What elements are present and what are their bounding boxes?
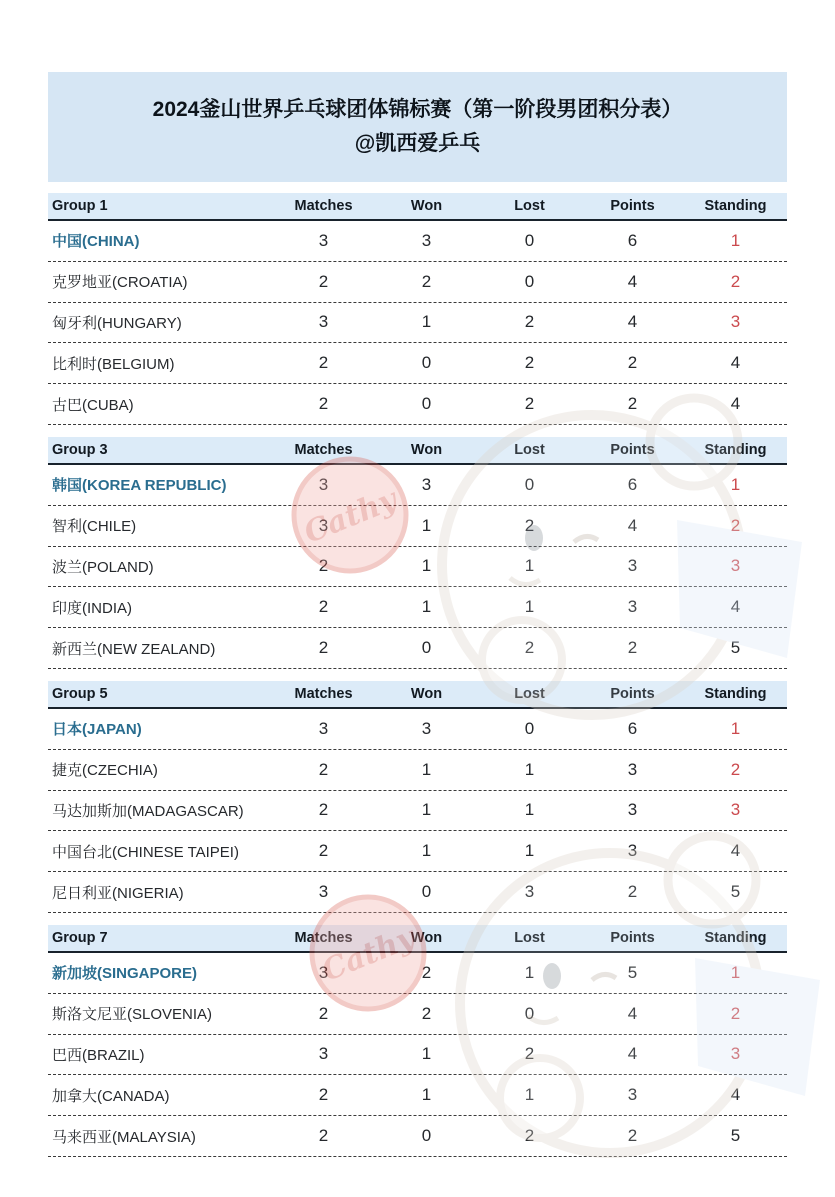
column-header-lost: Lost <box>514 929 545 946</box>
standing-value: 2 <box>730 759 741 779</box>
points-value: 6 <box>627 718 638 738</box>
lost-value: 2 <box>524 312 535 332</box>
points-value: 2 <box>627 1126 638 1146</box>
table-body <box>48 221 787 425</box>
won-value: 1 <box>421 1044 432 1064</box>
points-value: 4 <box>627 312 638 332</box>
title-banner <box>48 72 787 182</box>
matches-value: 2 <box>318 394 329 414</box>
group-table <box>48 925 787 1157</box>
table-row <box>48 1116 787 1157</box>
standing-value: 4 <box>730 841 741 861</box>
team-name: 新西兰(NEW ZEALAND) <box>52 640 216 658</box>
standing-value: 2 <box>730 271 741 291</box>
team-name: 捷克(CZECHIA) <box>52 762 158 780</box>
table-row <box>48 628 787 669</box>
group-table <box>48 681 787 913</box>
group-title: Group 5 <box>52 685 108 702</box>
matches-value: 2 <box>318 1126 329 1146</box>
column-header-matches: Matches <box>294 441 353 458</box>
table-body <box>48 465 787 669</box>
team-name: 智利(CHILE) <box>52 518 137 536</box>
won-value: 0 <box>421 1126 432 1146</box>
lost-value: 2 <box>524 638 535 658</box>
points-value: 5 <box>627 962 638 982</box>
group-title: Group 3 <box>52 441 108 458</box>
points-value: 3 <box>627 841 638 861</box>
table-row <box>48 1035 787 1076</box>
groups-container <box>48 193 787 1157</box>
column-header-matches: Matches <box>294 929 353 946</box>
won-value: 1 <box>421 1085 432 1105</box>
matches-value: 3 <box>318 882 329 902</box>
table-row <box>48 791 787 832</box>
table-header-row <box>48 681 787 709</box>
lost-value: 0 <box>524 230 535 250</box>
points-value: 3 <box>627 759 638 779</box>
standing-value: 2 <box>730 515 741 535</box>
column-header-matches: Matches <box>294 198 353 214</box>
won-value: 2 <box>421 962 432 982</box>
points-value: 6 <box>627 230 638 250</box>
won-value: 1 <box>421 556 432 576</box>
team-name: 尼日利亚(NIGERIA) <box>52 884 184 902</box>
standing-value: 4 <box>730 353 741 373</box>
matches-value: 2 <box>318 638 329 658</box>
team-name: 马来西亚(MALAYSIA) <box>52 1128 196 1146</box>
matches-value: 3 <box>318 515 329 535</box>
standing-value: 4 <box>730 597 741 617</box>
matches-value: 2 <box>318 556 329 576</box>
won-value: 2 <box>421 271 432 291</box>
column-header-standing: Standing <box>704 685 767 702</box>
points-value: 4 <box>627 1003 638 1023</box>
matches-value: 3 <box>318 1044 329 1064</box>
column-header-standing: Standing <box>704 198 767 214</box>
table-body <box>48 953 787 1157</box>
content-area <box>48 72 787 1169</box>
won-value: 2 <box>421 1003 432 1023</box>
won-value: 1 <box>421 515 432 535</box>
table-row <box>48 831 787 872</box>
matches-value: 2 <box>318 1085 329 1105</box>
team-name: 马达加斯加(MADAGASCAR) <box>52 802 244 820</box>
won-value: 1 <box>421 759 432 779</box>
team-name: 克罗地亚(CROATIA) <box>52 274 188 292</box>
table-body <box>48 709 787 913</box>
points-value: 3 <box>627 1085 638 1105</box>
lost-value: 1 <box>524 759 535 779</box>
column-header-standing: Standing <box>704 441 767 458</box>
table-header-row <box>48 925 787 953</box>
standing-value: 4 <box>730 1085 741 1105</box>
team-name: 中国(CHINA) <box>52 233 140 251</box>
won-value: 1 <box>421 841 432 861</box>
lost-value: 0 <box>524 474 535 494</box>
team-name: 波兰(POLAND) <box>52 558 154 576</box>
matches-value: 2 <box>318 353 329 373</box>
matches-value: 3 <box>318 230 329 250</box>
lost-value: 0 <box>524 1003 535 1023</box>
standing-value: 2 <box>730 1003 741 1023</box>
standing-value: 3 <box>730 800 741 820</box>
matches-value: 3 <box>318 312 329 332</box>
lost-value: 1 <box>524 1085 535 1105</box>
won-value: 1 <box>421 312 432 332</box>
matches-value: 2 <box>318 1003 329 1023</box>
lost-value: 1 <box>524 841 535 861</box>
table-row <box>48 221 787 262</box>
team-name: 印度(INDIA) <box>52 599 132 617</box>
won-value: 3 <box>421 718 432 738</box>
table-row <box>48 1075 787 1116</box>
standing-value: 3 <box>730 556 741 576</box>
table-row <box>48 303 787 344</box>
team-name: 日本(JAPAN) <box>52 721 142 739</box>
standing-value: 3 <box>730 1044 741 1064</box>
lost-value: 0 <box>524 718 535 738</box>
matches-value: 2 <box>318 841 329 861</box>
table-row <box>48 953 787 994</box>
team-name: 古巴(CUBA) <box>52 396 134 414</box>
standing-value: 4 <box>730 394 741 414</box>
points-value: 2 <box>627 353 638 373</box>
lost-value: 2 <box>524 394 535 414</box>
standing-value: 5 <box>730 638 741 658</box>
points-value: 4 <box>627 1044 638 1064</box>
won-value: 1 <box>421 800 432 820</box>
matches-value: 2 <box>318 800 329 820</box>
lost-value: 1 <box>524 962 535 982</box>
points-value: 3 <box>627 800 638 820</box>
matches-value: 3 <box>318 474 329 494</box>
table-row <box>48 750 787 791</box>
column-header-won: Won <box>410 441 443 458</box>
matches-value: 2 <box>318 759 329 779</box>
table-row <box>48 709 787 750</box>
table-row <box>48 343 787 384</box>
column-header-won: Won <box>410 685 443 702</box>
group-table <box>48 437 787 669</box>
points-value: 3 <box>627 556 638 576</box>
column-header-standing: Standing <box>704 929 767 946</box>
column-header-matches: Matches <box>294 685 353 702</box>
column-header-points: Points <box>610 929 655 946</box>
matches-value: 2 <box>318 597 329 617</box>
table-row <box>48 547 787 588</box>
group-title: Group 7 <box>52 929 108 946</box>
column-header-lost: Lost <box>514 198 545 214</box>
column-header-lost: Lost <box>514 685 545 702</box>
won-value: 0 <box>421 353 432 373</box>
table-header-row <box>48 193 787 221</box>
standing-value: 1 <box>730 230 741 250</box>
lost-value: 2 <box>524 1126 535 1146</box>
team-name: 巴西(BRAZIL) <box>52 1046 145 1064</box>
table-header-row <box>48 437 787 465</box>
standing-value: 1 <box>730 474 741 494</box>
won-value: 0 <box>421 638 432 658</box>
won-value: 1 <box>421 597 432 617</box>
won-value: 3 <box>421 230 432 250</box>
lost-value: 1 <box>524 556 535 576</box>
won-value: 0 <box>421 394 432 414</box>
column-header-points: Points <box>610 685 655 702</box>
matches-value: 3 <box>318 962 329 982</box>
points-value: 4 <box>627 515 638 535</box>
team-name: 斯洛文尼亚(SLOVENIA) <box>52 1006 213 1024</box>
points-value: 2 <box>627 882 638 902</box>
lost-value: 2 <box>524 515 535 535</box>
group-title: Group 1 <box>52 198 108 214</box>
team-name: 匈牙利(HUNGARY) <box>52 314 182 332</box>
column-header-lost: Lost <box>514 441 545 458</box>
team-name: 新加坡(SINGAPORE) <box>52 965 198 983</box>
standing-value: 3 <box>730 312 741 332</box>
points-value: 4 <box>627 271 638 291</box>
points-value: 6 <box>627 474 638 494</box>
lost-value: 2 <box>524 1044 535 1064</box>
standing-value: 1 <box>730 962 741 982</box>
author-handle: @凯西爱乒乓 <box>354 132 481 155</box>
team-name: 比利时(BELGIUM) <box>52 355 175 373</box>
lost-value: 1 <box>524 597 535 617</box>
team-name: 韩国(KOREA REPUBLIC) <box>52 477 227 495</box>
group-table <box>48 193 787 425</box>
team-name: 中国台北(CHINESE TAIPEI) <box>52 843 239 861</box>
table-row <box>48 465 787 506</box>
matches-value: 3 <box>318 718 329 738</box>
column-header-points: Points <box>610 441 655 458</box>
table-row <box>48 262 787 303</box>
column-header-points: Points <box>610 198 655 214</box>
lost-value: 1 <box>524 800 535 820</box>
won-value: 3 <box>421 474 432 494</box>
lost-value: 0 <box>524 271 535 291</box>
table-row <box>48 587 787 628</box>
points-value: 3 <box>627 597 638 617</box>
points-value: 2 <box>627 638 638 658</box>
column-header-won: Won <box>410 929 443 946</box>
standing-value: 1 <box>730 718 741 738</box>
standing-value: 5 <box>730 1126 741 1146</box>
table-row <box>48 872 787 913</box>
won-value: 0 <box>421 882 432 902</box>
lost-value: 3 <box>524 882 535 902</box>
points-value: 2 <box>627 394 638 414</box>
table-row <box>48 506 787 547</box>
table-row <box>48 994 787 1035</box>
column-header-won: Won <box>410 198 443 214</box>
matches-value: 2 <box>318 271 329 291</box>
team-name: 加拿大(CANADA) <box>52 1087 170 1105</box>
table-row <box>48 384 787 425</box>
lost-value: 2 <box>524 353 535 373</box>
standing-value: 5 <box>730 882 741 902</box>
page-title: 2024釜山世界乒乓球团体锦标赛（第一阶段男团积分表） <box>152 98 683 121</box>
